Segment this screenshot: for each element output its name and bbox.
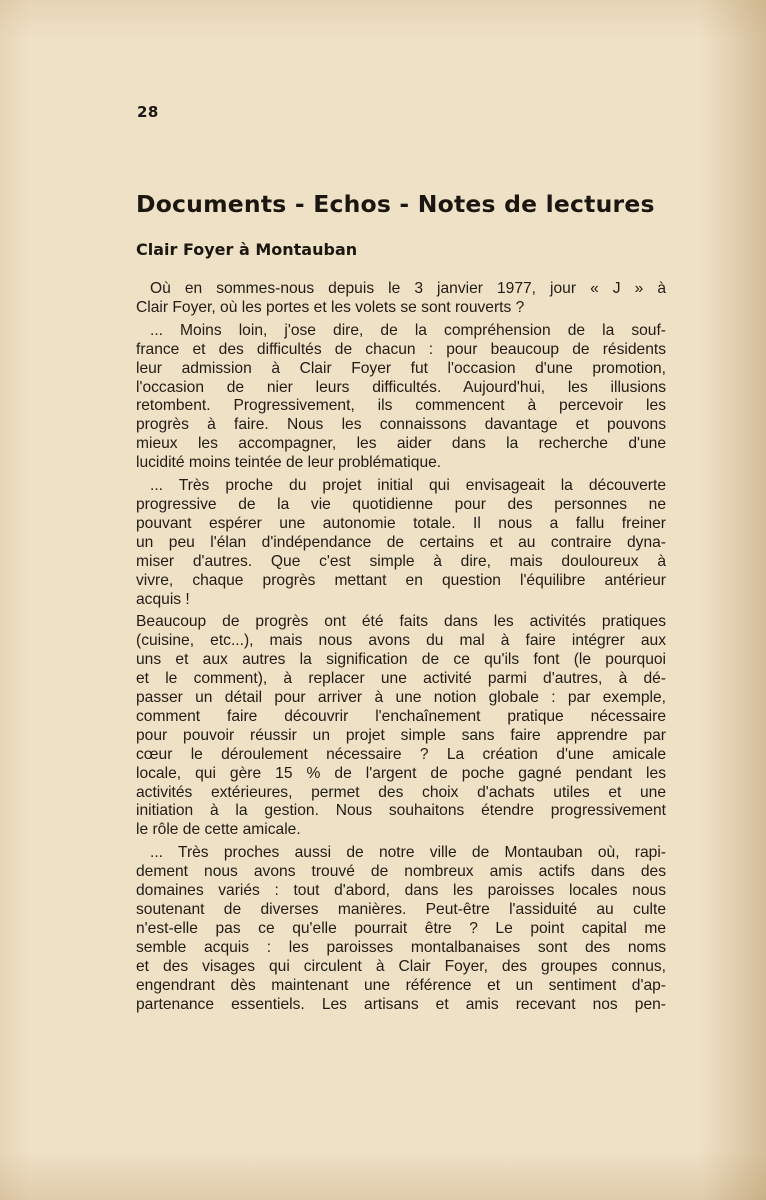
text-line: pour pouvoir réussir un projet simple sans faire apprendre par <box>136 726 666 744</box>
text-line: et des visages qui circulent à Clair Foyer, des groupes connus, <box>136 957 666 975</box>
text-line: l'occasion de nier leurs difficultés. Aujourd'hui, les illusions <box>136 378 666 396</box>
text-line: acquis ! <box>136 590 190 608</box>
text-line: ... Très proche du projet initial qui envisageait la découverte <box>150 477 666 495</box>
text-line: france et des difficultés de chacun : pour beaucoup de résidents <box>136 340 666 358</box>
text-line: passer un détail pour arriver à une notion globale : par exemple, <box>136 689 666 707</box>
text-line: miser d'autres. Que c'est simple à dire, mais douloureux à <box>136 552 666 570</box>
text-line: ... Très proches aussi de notre ville de Montauban où, rapi- <box>150 844 666 862</box>
text-line: domaines variés : tout d'abord, dans les paroisses locales nous <box>136 882 666 900</box>
text-line: mieux les accompagner, les aider dans la recherche d'une <box>136 435 666 453</box>
paragraph-5 <box>136 844 666 1014</box>
text-line: engendrant dès maintenant une référence et un sentiment d'ap- <box>136 976 666 994</box>
text-line: initiation à la gestion. Nous souhaitons étendre progressivement <box>136 802 666 820</box>
text-line: Beaucoup de progrès ont été faits dans les activités pratiques <box>136 613 666 631</box>
text-line: vivre, chaque progrès mettant en question l'équilibre antérieur <box>136 571 666 589</box>
text-line: leur admission à Clair Foyer fut l'occasion d'une promotion, <box>136 359 666 377</box>
text-line: et le comment), à replacer une activité parmi d'autres, à dé- <box>136 670 666 688</box>
text-line: dement nous avons trouvé de nombreux amis actifs dans des <box>136 863 666 881</box>
article-body <box>136 280 666 1018</box>
text-line: partenance essentiels. Les artisans et amis recevant nos pen- <box>136 995 666 1013</box>
text-line: locale, qui gère 15 % de l'argent de poche gagné pendant les <box>136 764 666 782</box>
text-line: semble acquis : les paroisses montalbanaises sont des noms <box>136 938 666 956</box>
text-line: soutenant de diverses manières. Peut-être l'assiduité au culte <box>136 901 666 918</box>
paragraph-2 <box>136 322 666 473</box>
text-line: activités extérieures, permet des choix d'achats utiles et une <box>136 783 666 801</box>
paragraph-1 <box>136 280 666 318</box>
text-line: comment faire découvrir l'enchaînement pratique nécessaire <box>136 707 666 725</box>
paragraph-3 <box>136 477 666 609</box>
text-line: le rôle de cette amicale. <box>136 821 301 839</box>
text-line: progrès à faire. Nous les connaissons davantage et pouvons <box>136 416 666 434</box>
text-line: Clair Foyer, où les portes et les volets se sont rouverts ? <box>136 298 525 316</box>
text-line: pouvant espérer une autonomie totale. Il nous a fallu freiner <box>136 514 666 532</box>
text-line: un peu l'élan d'indépendance de certains et au contraire dyna- <box>136 533 666 551</box>
text-line: n'est-elle pas ce qu'elle pourrait être ? Le point capital me <box>136 919 666 937</box>
text-line: retombent. Progressivement, ils commencent à percevoir les <box>136 397 666 415</box>
page-number: 28 <box>137 103 159 121</box>
article-title: Clair Foyer à Montauban <box>136 240 358 259</box>
paragraph-4 <box>136 613 666 840</box>
text-line: lucidité moins teintée de leur problématique. <box>136 454 442 472</box>
text-line: Où en sommes-nous depuis le 3 janvier 1977, jour « J » à <box>150 280 666 297</box>
text-line: (cuisine, etc...), mais nous avons du mal à faire intégrer aux <box>136 632 666 650</box>
section-title: Documents - Echos - Notes de lectures <box>136 190 655 218</box>
text-line: progressive de la vie quotidienne pour des personnes ne <box>136 495 666 513</box>
text-line: uns et aux autres la signification de ce qu'ils font (le pourquoi <box>136 651 666 669</box>
text-line: ... Moins loin, j'ose dire, de la compréhension de la souf- <box>150 321 666 339</box>
text-line: cœur le déroulement nécessaire ? La création d'une amicale <box>136 745 666 763</box>
